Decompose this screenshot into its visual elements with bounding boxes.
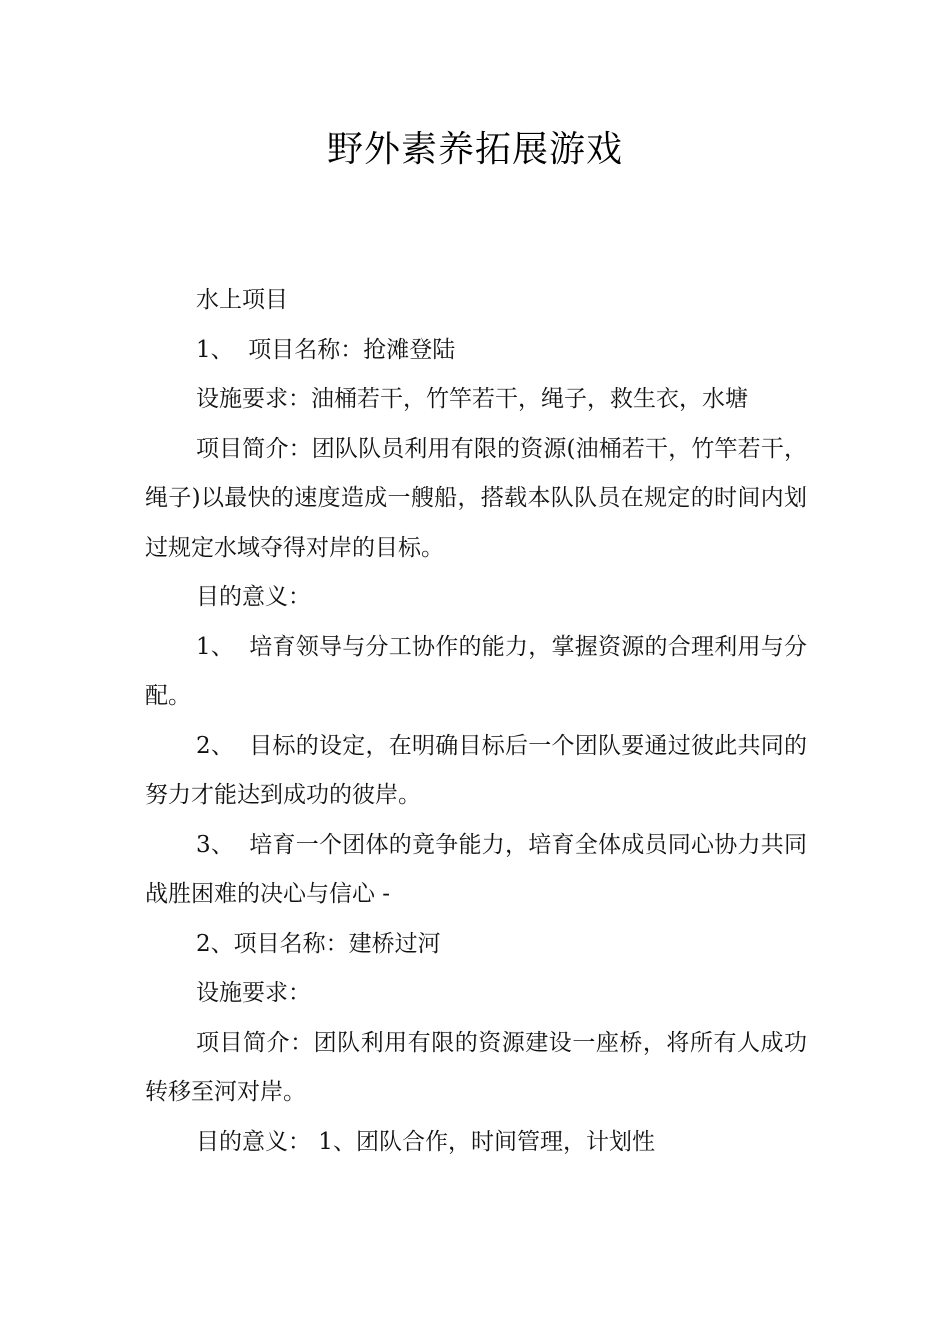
document-body: [145, 276, 807, 1167]
project-1-facilities: 设施要求：油桶若干，竹竿若干，绳子，救生衣，水塘: [196, 386, 748, 412]
project-1-purpose-item-2: 2、 目标的设定，在明确目标后一个团队要通过彼此共同的努力才能达到成功的彼岸。: [145, 732, 807, 808]
project-2-name: 2、项目名称：建桥过河: [196, 930, 441, 957]
section-heading-water: 水上项目: [196, 287, 288, 313]
project-2-purpose: 目的意义： 1、团队合作，时间管理，计划性: [196, 1128, 655, 1155]
project-2-intro: 项目简介：团队利用有限的资源建设一座桥，将所有人成功转移至河对岸。: [145, 1029, 807, 1105]
project-2-facilities: 设施要求：: [196, 980, 311, 1006]
project-1-intro: 项目简介：团队队员利用有限的资源(油桶若干，竹竿若干，绳子)以最快的速度造成一艘船，搭载本队队员在规定的时间内划过规定水域夺得对岸的目标。: [145, 435, 807, 561]
project-1-purpose-label: 目的意义：: [196, 584, 311, 610]
project-1-purpose-item-3: 3、 培育一个团体的竟争能力，培育全体成员同心协力共同战胜困难的决心与信心 -: [145, 831, 807, 907]
project-1-purpose-item-1: 1、 培育领导与分工协作的能力，掌握资源的合理利用与分配。: [145, 633, 807, 709]
document-title: 野外素养拓展游戏: [326, 129, 623, 170]
project-1-name: 1、 项目名称：抢滩登陆: [196, 336, 456, 363]
